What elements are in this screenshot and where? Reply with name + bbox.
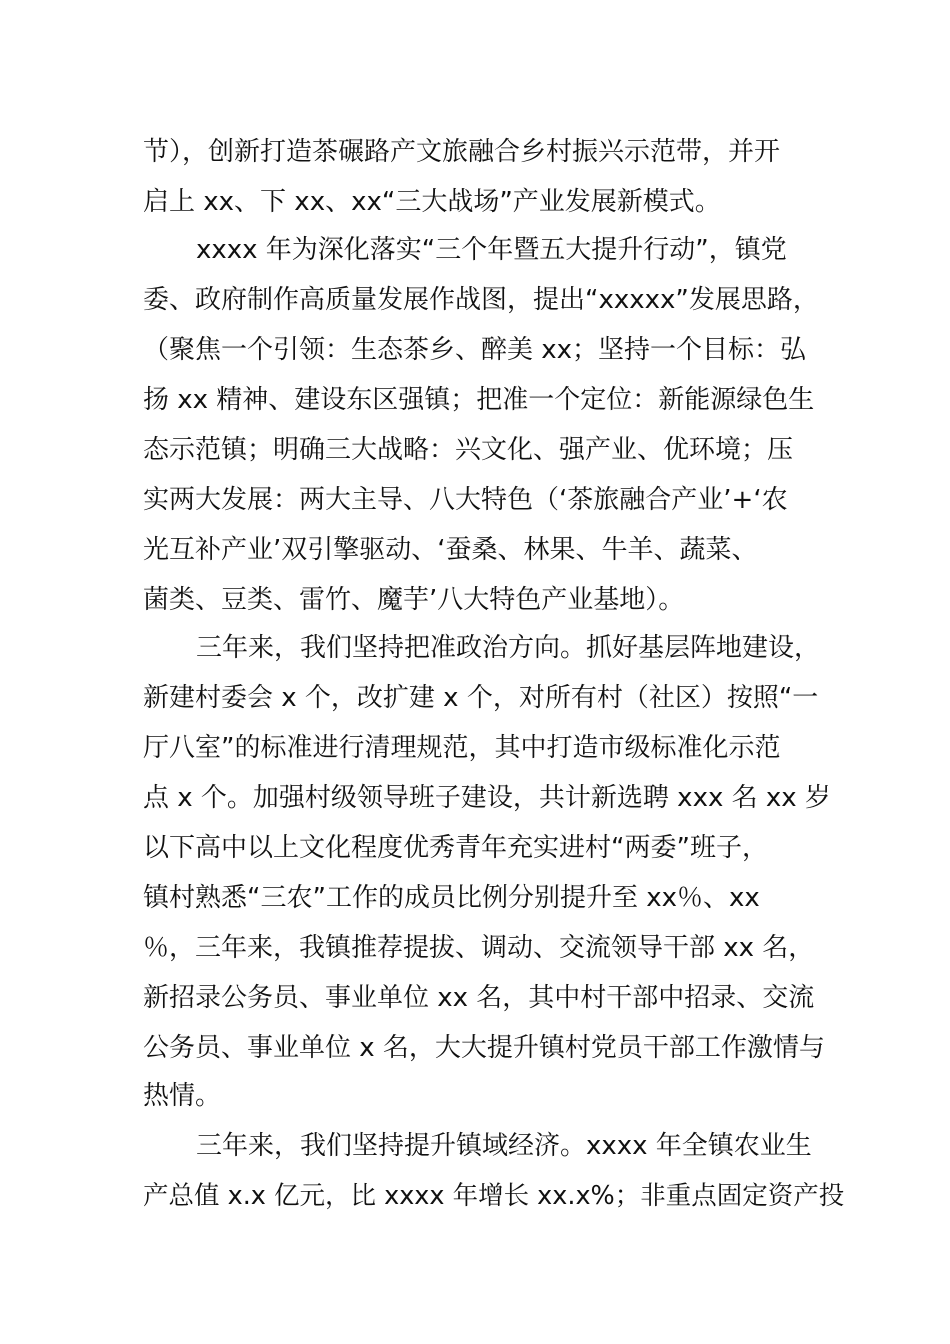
text-line: 菌类、豆类、雷竹、魔芋’八大特色产业基地）。	[143, 585, 685, 615]
text-line: 态示范镇；明确三大战略：兴文化、强产业、优环境；压	[143, 435, 794, 465]
text-line: 厅八室”的标准进行清理规范，其中打造市级标准化示范	[143, 733, 781, 763]
text-line: 新招录公务员、事业单位 xx 名，其中村干部中招录、交流	[143, 983, 815, 1013]
text-line: ％，三年来，我镇推荐提拔、调动、交流领导干部 xx 名，	[143, 933, 815, 963]
text-line: 新建村委会 x 个，改扩建 x 个，对所有村（社区）按照“一	[143, 683, 819, 713]
paragraph-first-line: 三年来，我们坚持提升镇域经济。xxxx 年全镇农业生	[196, 1131, 812, 1161]
text-line: 扬 xx 精神、建设东区强镇；把准一个定位：新能源绿色生	[143, 385, 815, 415]
text-line: 热情。	[143, 1081, 222, 1111]
text-line: 节），创新打造茶碾路产文旅融合乡村振兴示范带，并开	[143, 137, 781, 167]
text-line: 点 x 个。加强村级领导班子建设，共计新选聘 xxx 名 xx 岁	[143, 783, 831, 813]
text-line: 公务员、事业单位 x 名，大大提升镇村党员干部工作激情与	[143, 1033, 825, 1063]
text-line: 镇村熟悉“三农”工作的成员比例分别提升至 xx％、xx	[143, 883, 760, 913]
text-line: 启上 xx、下 xx、xx“三大战场”产业发展新模式。	[143, 187, 721, 217]
text-line: 光互补产业’双引擎驱动、‘蚕桑、林果、牛羊、蔬菜、	[143, 535, 758, 565]
text-line: 委、政府制作高质量发展作战图，提出“xxxxx”发展思路，	[143, 285, 819, 315]
text-line: （聚焦一个引领：生态茶乡、醉美 xx；坚持一个目标：弘	[143, 335, 807, 365]
text-line: 产总值 x.x 亿元，比 xxxx 年增长 xx.x%；非重点固定资产投	[143, 1181, 845, 1211]
text-line: 以下高中以上文化程度优秀青年充实进村“两委”班子，	[143, 833, 768, 863]
paragraph-first-line: 三年来，我们坚持把准政治方向。抓好基层阵地建设，	[196, 633, 821, 663]
paragraph-first-line: xxxx 年为深化落实“三个年暨五大提升行动”，镇党	[196, 235, 787, 265]
text-line: 实两大发展：两大主导、八大特色（‘茶旅融合产业’+‘农	[143, 485, 788, 515]
